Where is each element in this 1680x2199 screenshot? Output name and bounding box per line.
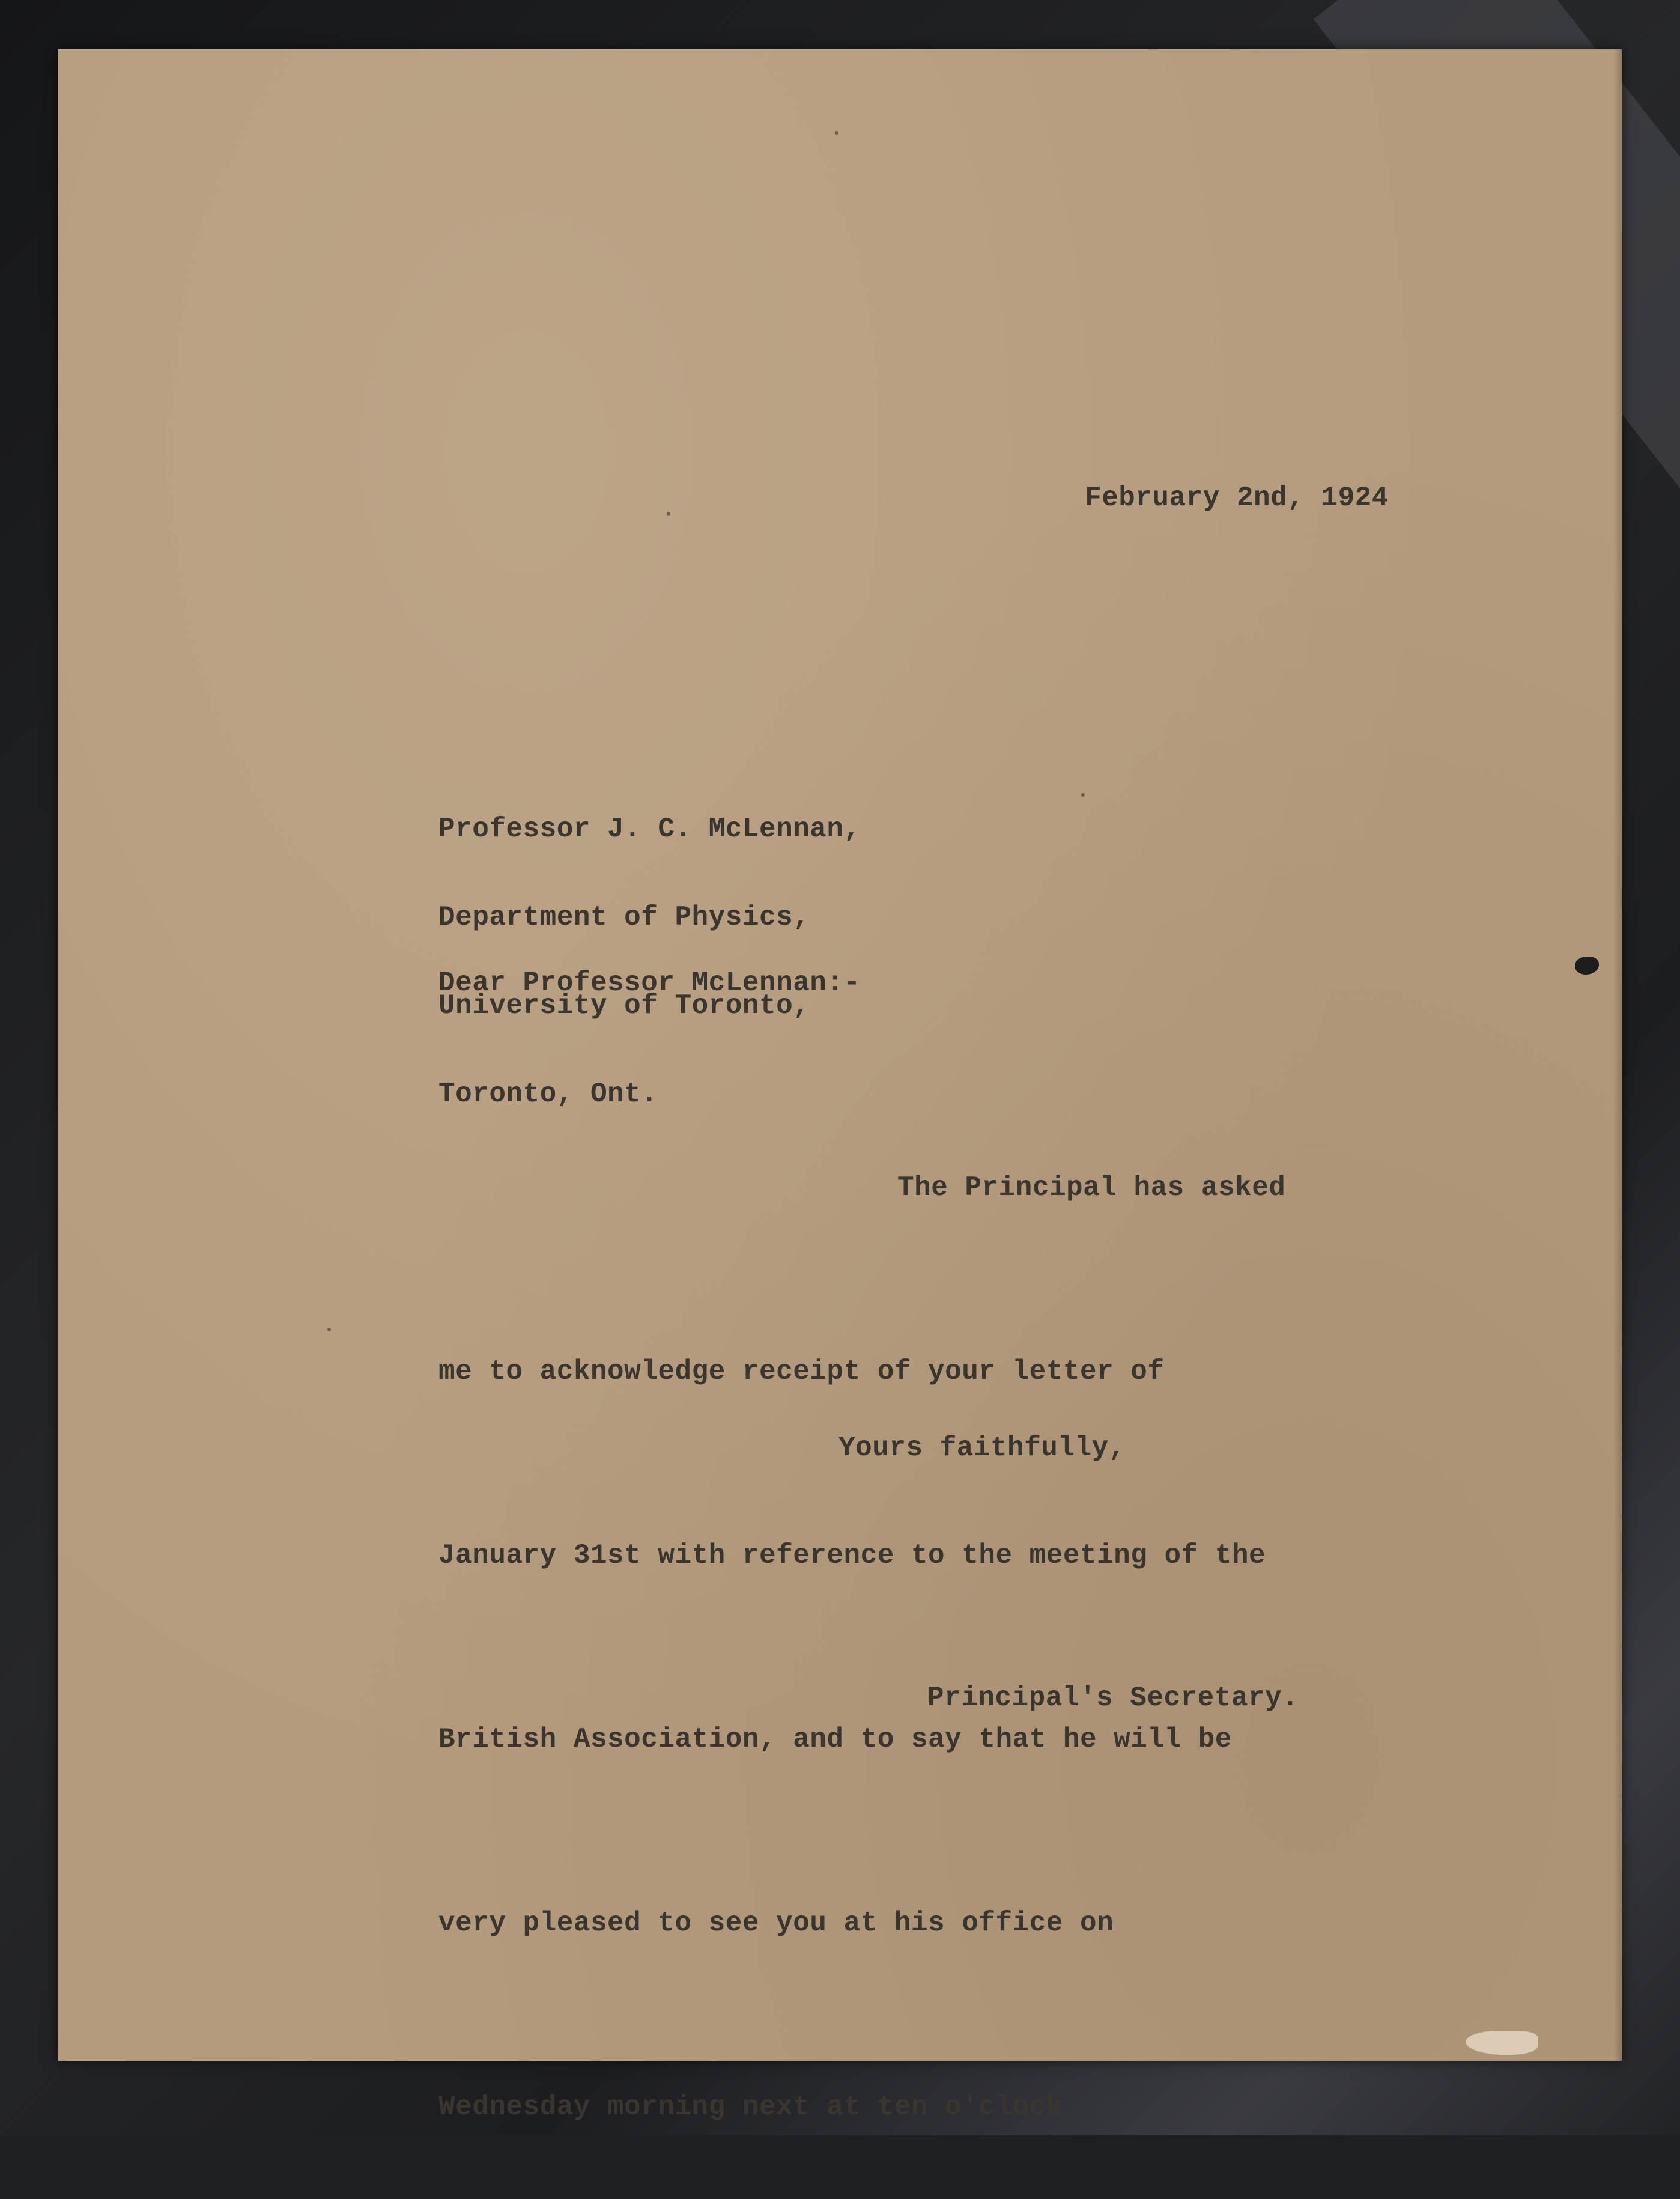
body-line: me to acknowledge receipt of your letter of	[438, 1356, 1165, 1387]
body-line: Wednesday morning next at ten o'clock.	[438, 2091, 1080, 2123]
letter-body	[438, 1035, 1285, 2199]
page-edge-shadow	[1613, 49, 1622, 2061]
salutation: Dear Professor McLennan:-	[438, 967, 861, 999]
closing: Yours faithfully,	[838, 1432, 1126, 1464]
recipient-line: Department of Physics,	[438, 902, 810, 933]
paper-speck	[667, 512, 670, 516]
paper-speck	[835, 131, 838, 135]
letter-date: February 2nd, 1924	[1085, 482, 1389, 514]
recipient-line: University of Toronto,	[438, 990, 810, 1021]
signature: Principal's Secretary.	[927, 1682, 1299, 1714]
recipient-line: Toronto, Ont.	[438, 1078, 658, 1110]
paper-speck	[1081, 793, 1085, 797]
body-line: January 31st with reference to the meeting of the	[438, 1540, 1266, 1571]
recipient-line: Professor J. C. McLennan,	[438, 814, 861, 845]
paper-speck	[327, 1328, 331, 1331]
body-line: The Principal has asked	[897, 1172, 1286, 1203]
body-line: very pleased to see you at his office on	[438, 1908, 1114, 1939]
body-line: British Association, and to say that he will be	[438, 1724, 1232, 1755]
